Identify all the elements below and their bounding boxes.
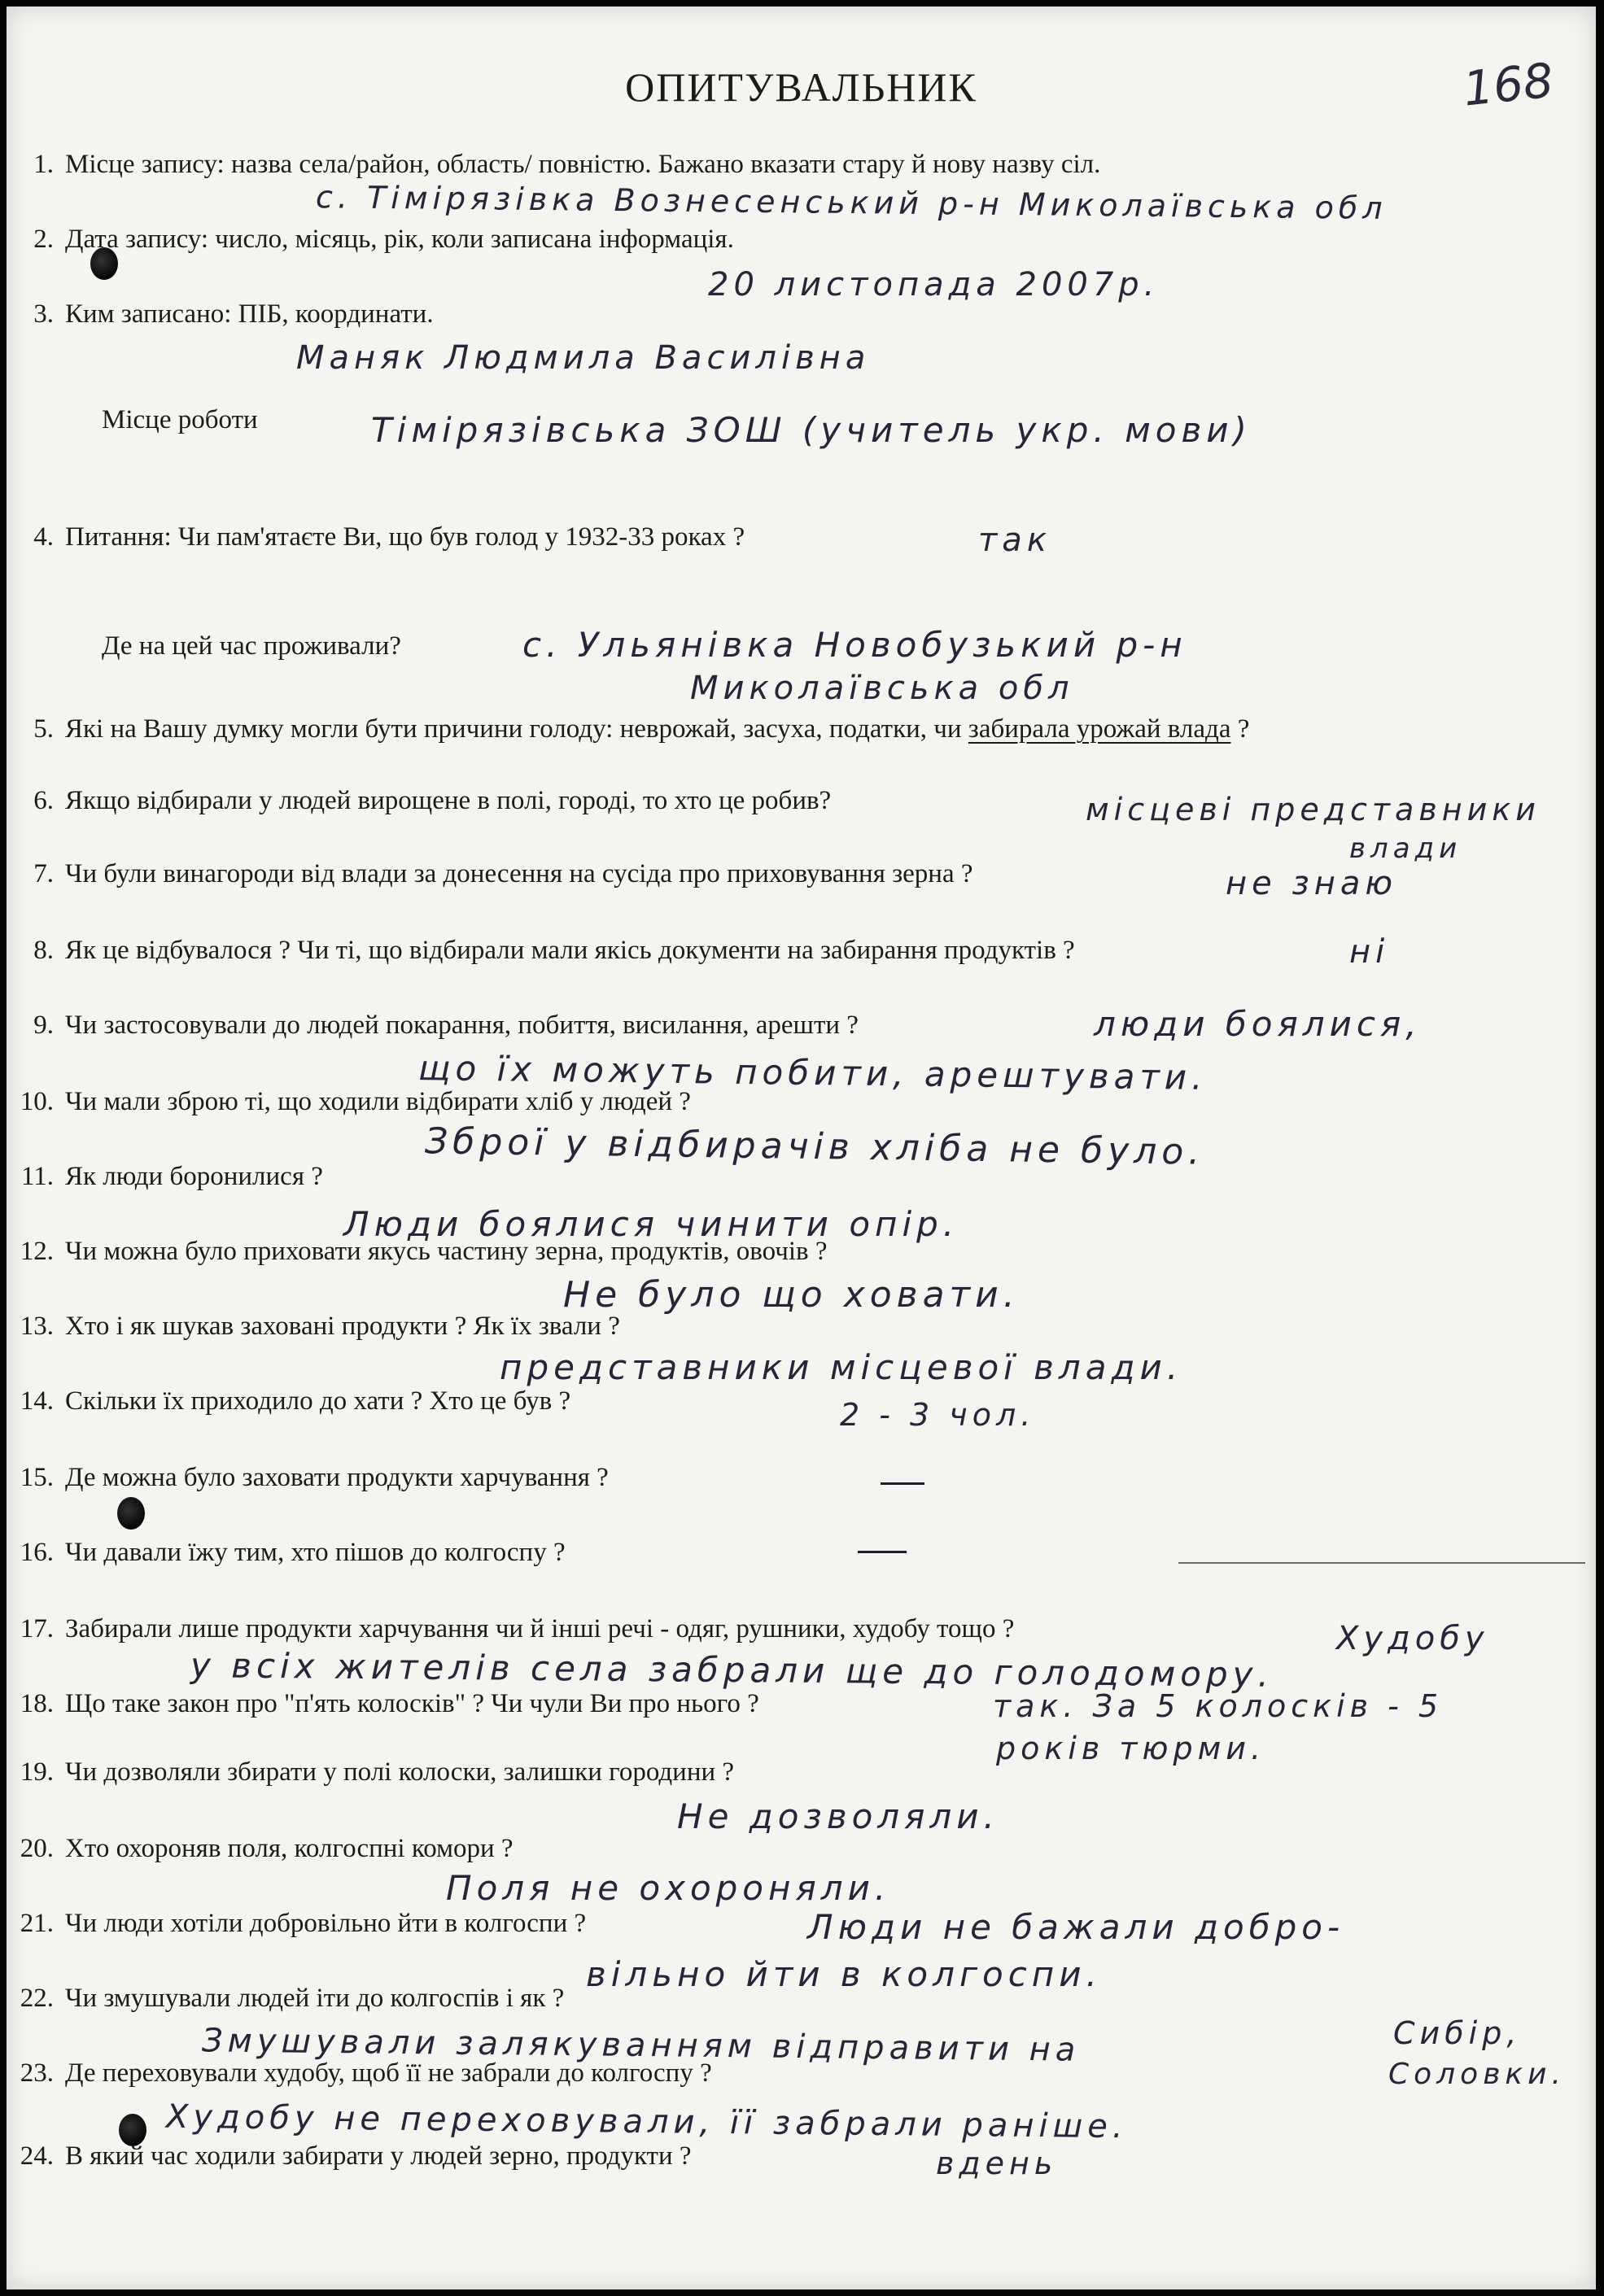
- answer-1: с. Тімірязівка Вознесенський р-н Миколаївська обл: [315, 179, 1388, 226]
- answer-18-line-2: років тюрми.: [996, 1731, 1266, 1766]
- punch-hole-middle: [117, 1497, 145, 1530]
- label-workplace: Місце роботи: [102, 405, 258, 434]
- question-9: 9. Чи застосовували до людей покарання, побиття, висилання, арешти ?: [33, 1011, 859, 1040]
- answer-residence-line-1: с. Ульянівка Новобузький р-н: [522, 625, 1187, 665]
- question-3: 3. Ким записано: ПІБ, координати.: [33, 299, 434, 329]
- answer-8: ні: [1349, 933, 1390, 971]
- page-number: 168: [1460, 52, 1556, 117]
- answer-3: Маняк Людмила Василівна: [296, 339, 871, 377]
- question-8: 8. Як це відбувалося ? Чи ті, що відбирали мали якісь документи на забирання продуктів ?: [33, 936, 1075, 965]
- question-16: 16. Чи давали їжу тим, хто пішов до колгоспу ?: [20, 1538, 566, 1567]
- document-title: ОПИТУВАЛЬНИК: [625, 64, 977, 110]
- label-residence: Де на цей час проживали?: [102, 631, 401, 661]
- answer-6-line-1: місцеві представники: [1086, 792, 1541, 827]
- answer-21-line-1: Люди не бажали добро-: [807, 1907, 1345, 1947]
- answer-6-line-2: влади: [1349, 832, 1462, 865]
- answer-12: Не було що ховати.: [563, 1274, 1020, 1316]
- question-4: 4. Питання: Чи пам'ятаєте Ви, що був голод у 1932-33 роках ?: [33, 522, 745, 552]
- answer-13: представники місцевої влади.: [500, 1347, 1183, 1387]
- answer-20: Поля не охороняли.: [446, 1868, 891, 1908]
- answer-17-line-2: у всіх жителів села забрали ще до голодомору.: [190, 1645, 1274, 1695]
- question-13: 13. Хто і як шукав заховані продукти ? Як їх звали ?: [20, 1312, 620, 1341]
- question-24: 24. В який час ходили забирати у людей зерно, продукти ?: [20, 2141, 692, 2171]
- answer-19: Не дозволяли.: [677, 1796, 999, 1836]
- question-12: 12. Чи можна було приховати якусь частину зерна, продуктів, овочів ?: [20, 1237, 828, 1266]
- question-19: 19. Чи дозволяли збирати у полі колоски, залишки городини ?: [20, 1757, 735, 1787]
- blank-answer-line: [1178, 1562, 1585, 1564]
- question-1: 1. Місце запису: назва села/район, область/ повністю. Бажано вказати стару й нову назву сіл.: [33, 150, 1101, 179]
- answer-16-dash: [858, 1551, 907, 1553]
- answer-14: 2 - 3 чол.: [840, 1397, 1036, 1433]
- answer-22-line-1: Змушували залякуванням відправити на: [201, 2022, 1081, 2069]
- question-15: 15. Де можна було заховати продукти харчування ?: [20, 1463, 609, 1492]
- question-7: 7. Чи були винагороди від влади за донесення на сусіда про приховування зерна ?: [33, 859, 973, 888]
- underlined-answer-5: забирала урожай влада: [968, 714, 1231, 744]
- question-20: 20. Хто охороняв поля, колгоспні комори ?: [20, 1834, 514, 1863]
- question-2: 2. Дата запису: число, місяць, рік, коли записана інформація.: [33, 225, 734, 254]
- question-11: 11. Як люди боронилися ?: [20, 1162, 323, 1191]
- question-21: 21. Чи люди хотіли добровільно йти в колгоспи ?: [20, 1909, 587, 1938]
- answer-17-line-1: Худобу: [1336, 1620, 1489, 1657]
- question-22: 22. Чи змушували людей іти до колгоспів і як ?: [20, 1984, 565, 2013]
- answer-2: 20 листопада 2007р.: [708, 266, 1160, 303]
- question-10: 10. Чи мали зброю ті, що ходили відбирати хліб у людей ?: [20, 1087, 691, 1116]
- answer-21-line-2: вільно йти в колгоспи.: [586, 1954, 1102, 1994]
- answer-residence-line-2: Миколаївська обл: [690, 670, 1074, 707]
- answer-9-line-2: що їх можуть побити, арештувати.: [417, 1048, 1208, 1098]
- answer-15-dash: [881, 1482, 924, 1485]
- answer-10: Зброї у відбирачів хліба не було.: [424, 1120, 1205, 1173]
- answer-24: вдень: [936, 2145, 1058, 2181]
- answer-4: так: [978, 522, 1051, 559]
- question-17: 17. Забирали лише продукти харчування чи й інші речі - одяг, рушники, худобу тощо ?: [20, 1614, 1015, 1643]
- answer-22-line-3: Соловки.: [1388, 2058, 1566, 2091]
- question-5: 5. Які на Вашу думку могли бути причини голоду: неврожай, засуха, податки, чи забирала урожай влада ?: [33, 714, 1250, 744]
- answer-18-line-1: так. За 5 колосків - 5: [993, 1688, 1444, 1724]
- question-6: 6. Якщо відбирали у людей вирощене в полі, городі, то хто це робив?: [33, 786, 832, 815]
- answer-workplace: Тімірязівська ЗОШ (учитель укр. мови): [371, 410, 1252, 450]
- answer-23: Худобу не переховували, її забрали раніше.: [165, 2097, 1128, 2146]
- answer-7: не знаю: [1226, 865, 1398, 902]
- question-14: 14. Скільки їх приходило до хати ? Хто це був ?: [20, 1386, 571, 1416]
- answer-9-line-1: люди боялися,: [1094, 1004, 1422, 1044]
- answer-22-line-2: Сибір,: [1393, 2015, 1522, 2051]
- answer-11: Люди боялися чинити опір.: [343, 1204, 959, 1244]
- questionnaire-sheet: [7, 7, 1596, 2289]
- question-23: 23. Де переховували худобу, щоб її не забрали до колгоспу ?: [20, 2058, 712, 2088]
- question-18: 18. Що таке закон про "п'ять колосків" ? Чи чули Ви про нього ?: [20, 1689, 759, 1718]
